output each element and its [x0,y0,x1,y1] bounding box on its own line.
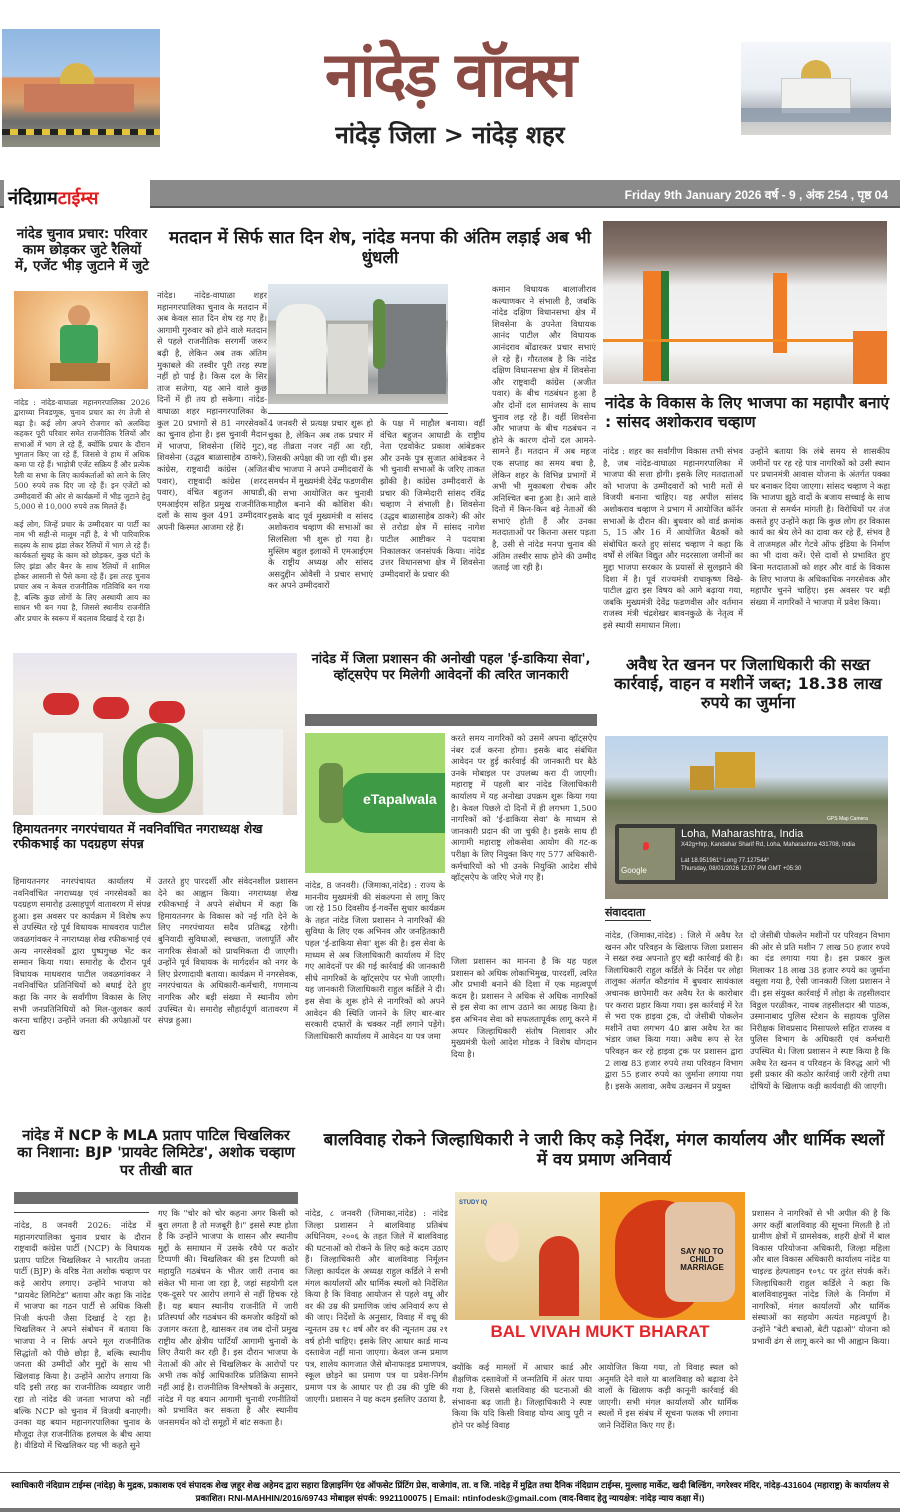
logo-part1: नंदिग्राम [8,188,58,209]
felicitation-ceremony-photo [13,653,297,815]
logo-part2: टाईम्स [57,188,99,209]
bjp-col-1: नांदेड : शहर का सर्वांगीण विकास तभी संभव है, जब नांदेड-वाघाळा महानगरपालिका में भाजपा की सत्ता होगी। इसके लिए मतदाताओं को भाजपा के उम्मीदवारों को भारी मतों से विजयी बनाना चाहिए। यह अपील सांसद अशोकराव चव्हाण ने प्रभाग में आयोजित कॉर्नर सभाओं के दौरान की। बुधवार को वार्ड क्रमांक 5, 15 और 16 में आयोजित बैठकों को संबोधित करते हुए सांसद चव्हाण ने कहा कि वर्षों से लंबित विद्युत और मदरसाला जमीनों का मुद्दा भाजपा सरकार के प्रयासों से सुलझाने की दिशा में है। पूर्व राज्यमंत्री राधाकृष्ण विखे-पाटील द्वारा इस विषय को आगे बढ़ाया गया, जबकि मुख्यमंत्री देवेंद्र फडणवीस और वर्तमान राजस्व मंत्री चंद्रशेखर बावनकुळे के नेतृत्व में इसे स्थायी समाधान मिला। [603,446,743,630]
balvivah-headline: बालविवाह रोकने जिल्हाधिकारी ने जारी किए कड़े निर्देश, मंगल कार्यालय और धार्मिक स्थलों में वय प्रमाण अनिवार्य [323,1130,885,1171]
child-marriage-image [455,1192,745,1320]
newspaper-logo[interactable] [4,180,150,216]
edakiya-col-top: करते समय नागरिकों को उसमें अपना व्हॉट्सऐप नंबर दर्ज करना होगा। इसके बाद संबंधित आवेदन पर हुई कार्रवाई की जानकारी घर बैठे उनके मोबाइल पर उपलब्ध करा दी जाएगी। महाराष्ट्र में पहली बार नांदेड जिलाधिकारी कार्यालय में यह अनोखा उपक्रम शुरू किया गया है। केवल पिछले दो दिनों में ही लगभग 1,500 नागरिकों को 'ई-डाकिया सेवा' के माध्यम से जानकारी प्रदान की जा चुकी है। इसके साथ ही आगामी महाराष्ट्र लोकसेवा आयोग की गट-क परीक्षा के लिए नियुक्त किए गए 577 अधिकारी-कर्मचारियों को भी उनके नियुक्ति आदेश सीधे व्हॉट्सऐप के जरिए भेजे गए हैं। [451,733,597,883]
election-col-2: 4 जनवरी से प्रत्यक्ष प्रचार शुरू हो चुका है, लेकिन अब तक प्रचार में वह तीव्रता नजर नहीं आ रही, जिसकी अपेक्षा की जा रही थी। इस बीच भाजपा ने अपने उम्मीदवारों के समर्थन में मुख्यमंत्री देवेंद्र फडणवीस की सभा आयोजित कर चुनावी माहौल बनाने की कोशिश की। इसके बाद पूर्व मुख्यमंत्री व सांसद अशोकराव चव्हाण की सभाओं का सिलसिला भी शुरू हो गया है। मुस्लिम बहुल इलाकों में एमआईएम के राष्ट्रीय अध्यक्ष और सांसद असदुद्दीन ओवैसी ने प्रचार सभाएं कर अपने उम्मीदवारों [268,418,373,591]
election-col-4: कमान विधायक बालाजीराव कल्याणकर ने संभाली है, जबकि नांदेड दक्षिण विधानसभा क्षेत्र में शिवसेना के उपनेता विधायक आनंद पाटील और विधायक आनंदराव बोंढारकर प्रचार सभाएं ले रहे हैं। गौरतलब है कि नांदेड दक्षिण विधानसभा क्षेत्र में शिवसेना और राष्ट्रवादी कांग्रेस (अजीत पवार) के बीच गठबंधन हुआ है और दोनों दल सामंजस्य के साथ चुनाव लड़ रहे हैं। वहीं शिवसेना और भाजपा के बीच गठबंधन न होने के कारण दोनों दल आमने-सामने हैं। मतदान में अब महज एक सप्ताह का समय बचा है, लेकिन शहर के विभिन्न प्रभागों में अभी भी मुकाबला रोचक और अनिश्चित बना हुआ है। आने वाले दिनों में किन-किन बड़े नेताओं की सभाएं होती हैं और उनका मतदाताओं पर कितना असर पड़ता है, उसी से नांदेड मनपा चुनाव की अंतिम तस्वीर साफ होने की उम्मीद जताई जा रही है। [492,284,596,573]
election-col-1: नांदेड। नांदेड-वाघाळा शहर महानगरपालिका चुनाव के मतदान में अब केवल सात दिन शेष रह गए हैं। आगामी गुरुवार को होने वाले मतदान से पहले राजनीतिक सरगर्मी जरूर बढ़ी है, लेकिन अब तक अंतिम मुकाबले की तस्वीर पूरी तरह स्पष्ट नहीं हो पाई है। किस दल के सिर ताज सजेगा, यह आने वाले कुछ दिनों में ही तय हो सकेगा। नांदेड-वाघाळा शहर महानगरपालिका के कुल 20 प्रभागों से 81 नगरसेवकों का चुनाव होना है। इस चुनावी मैदान में भाजपा, शिवसेना (शिंदे गुट), शिवसेना (उद्धव बाळासाहेब ठाकरे), कांग्रेस, राष्ट्रवादी कांग्रेस (अजित पवार), राष्ट्रवादी कांग्रेस (शरद पवार), वंचित बहुजन आघाडी, एमआईएम सहित प्रमुख राजनीतिक दलों के साथ कुल 491 उम्मीदवार अपनी किस्मत आजमा रहे हैं। [157,290,267,532]
etapalwala-image [305,733,445,873]
google-logo: Google [621,866,647,875]
masthead-title: नांदेड़ वॉक्स [324,38,575,111]
ncp-col-2: गए कि "चोर को चोर कहना अगर किसी को बुरा लगता है तो मजबूरी है।" इससे स्पष्ट होता है कि उन्होंने भाजपा के शासन और स्थानीय मुद्दों के समाधान में उसके रवैये पर कठोर टिप्पणी की। चिखलिकर की इस टिप्पणी को महायुति गठबंधन के भीतर जारी तनाव का संकेत भी माना जा रहा है, जहां सहयोगी दल एक-दूसरे पर आरोप लगाने से नहीं हिचक रहे हैं। यह बयान स्थानीय राजनीति में जारी प्रतिस्पर्धा और गठबंधन की कमजोर कड़ियों को उजागर करता है, खासकर तब जब दोनों प्रमुख राष्ट्रीय और क्षेत्रीय पार्टियाँ आगामी चुनावों के लिए तैयारी कर रही हैं। इस दौरान भाजपा के नेताओं की ओर से चिखलिकर के आरोपों पर अभी तक कोई आधिकारिक प्रतिक्रिया सामने नहीं आई है। राजनीतिक विश्लेषकों के अनुसार, नांदेड में यह बयान आगामी चुनावी रणनीतियों को प्रभावित कर सकता है और स्थानीय जनसमर्थन को दो समूहों में बांट सकता है। [158,1208,298,1427]
sand-col-1: नांदेड, (जिमाका,नांदेड) : जिले में अवैध रेत खनन और परिवहन के खिलाफ जिला प्रशासन ने सख्त रुख अपनाते हुए बड़ी कार्रवाई की है। जिलाधिकारी राहुल कर्डिले के निर्देश पर लोहा तालुका अंतर्गत कौडगांव में बुधवार सायंकाल अचानक छापेमारी कर अवैध रेत के कारोबार पर करारा प्रहार किया गया। इस कार्रवाई में रेत से भरा एक हाइवा ट्रक, दो जेसीबी पोकलेन मशीनें तथा लगभग 40 ब्रास अवैध रेत का भंडार जब्त किया गया। अवैध रूप से रेत परिवहन कर रहे हाइवा ट्रक पर प्रशासन द्वारा 2 लाख 83 हजार रुपये तथा परिवहन विभाग द्वारा 55 हजार रुपये का जुर्माना लगाया गया है। इसके अलावा, अवैध उत्खनन में प्रयुक्त [605,930,743,1091]
sand-byline: संवाददाता [605,905,651,921]
study-iq-badge: STUDY IQ [459,1200,488,1206]
election-image-rule [268,413,448,414]
ncp-short-rule [14,1212,149,1213]
edakiya-rule [305,714,597,726]
geo-time: Thursday, 08/01/2026 12:07 PM GMT +05:30 [681,866,802,872]
himayatnagar-col-1: हिमायतनगर नगरपंचायत कार्यालय में नवनिर्वाचित नगराध्यक्ष एवं नगरसेवकों का पदग्रहण समारोह उत्साहपूर्ण वातावरण में संपन्न हुआ। इस अवसर पर कार्यक्रम में विशेष रूप से उपस्थित रहे पूर्व विधायक माधवराव पाटील जवळगांवकर ने नगराध्यक्ष शेख रफीकभाई एवं अन्य नगरसेवकों द्वारा पुष्पगुच्छ भेंट कर सम्मान किया गया। समारोह के दौरान पूर्व विधायक माधवराव पाटील जवळगांवकर ने नवनिर्वाचित प्रतिनिधियों को बधाई देते हुए कहा कि नगर के सर्वांगीण विकास के लिए सभी जनप्रतिनिधियों को मिल-जुलकर कार्य करना चाहिए। उन्होंने जनता की अपेक्षाओं पर खरा [13,876,151,1037]
bjp-headline: नांदेड के विकास के लिए भाजपा का महापौर बनाएं : सांसद अशोकराव चव्हाण [605,394,890,431]
bal-vivah-caption: BAL VIVAH MUKT BHARAT [490,1322,710,1341]
bjp-ribbon-cutting-photo [603,221,887,384]
masthead-subtitle: नांदेड़ जिला > नांदेड़ शहर [335,121,565,149]
sand-col-2: दो जेसीबी पोकलेन मशीनों पर परिवहन विभाग की ओर से प्रति मशीन 7 लाख 50 हजार रुपये का दंड लगाया गया है। इस प्रकार कुल मिलाकर 18 लाख 38 हजार रुपये का जुर्माना वसूला गया है, ऐसी जानकारी जिला प्रशासन ने दी। इस संयुक्त कार्रवाई में लोहा के तहसीलदार विठ्ठल परळीकर, नायब तहसीलदार श्री पाठक, उस्मानाबाद पुलिस स्टेशन के सहायक पुलिस निरीक्षक शिवप्रसाद मिसापल्ले सहित राजस्व व पुलिस विभाग के अधिकारी एवं कर्मचारी उपस्थित थे। जिला प्रशासन ने स्पष्ट किया है कि अवैध रेत खनन व परिवहन के विरुद्ध आगे भी इसी प्रकार की कठोर कार्रवाई जारी रहेगी तथा दोषियों के खिलाफ कड़ी कार्यवाही की जाएगी। [750,930,890,1091]
municipal-building-photo [268,284,448,404]
ncp-rule [14,1192,298,1204]
etapalwala-label: eTapalwala [363,791,437,807]
sand-headline: अवैध रेत खनन पर जिलाधिकारी की सख्त कार्रवाई, वाहन व मशीनें जब्त; 18.38 लाख रुपये का जुर्माना [614,655,882,713]
ncp-headline: नांदेड में NCP के MLA प्रताप पाटिल चिखलिकर का निशाना: BJP 'प्रायवेट लिमिटेड', अशोक चव्हाण पर तीखी बात [17,1128,295,1179]
balvivah-col-1: नांदेड, ८ जनवरी (जिमाका,नांदेड) : नांदेड जिल्हा प्रशासन ने बालविवाह प्रतिबंध अधिनियम, २००६ के तहत जिले में बालविवाह की घटनाओं को रोकने के लिए कड़े कदम उठाए हैं। जिल्हाधिकारी और बालविवाह निर्मूलन जिल्हा कार्यदल के अध्यक्ष राहुल कर्डिले ने सभी मंगल कार्यालयों और धार्मिक स्थलों को निर्देशित किया है कि विवाह आयोजन से पहले वधू और वर की उम्र की प्रमाणिक जांच अनिवार्य रूप से की जाए। निर्देशों के अनुसार, विवाह में वधू की न्यूनतम उम्र १८ वर्ष और वर की न्यूनतम उम्र २१ वर्ष होनी चाहिए। इसके लिए आधार कार्ड मान्य दस्तावेज नहीं माना जाएगा। केवल जन्म प्रमाण पत्र, शालेय कागजात जैसे बोनाफाइड प्रमाणपत्र, स्कूल छोड़ने का प्रमाण पत्र या प्रवेश-निर्गम प्रमाण पत्र के आधार पर ही उम्र की पुष्टि की जाएगी। प्रशासन ने यह कदम इसलिए उठाया है, [305,1208,448,1404]
bjp-col-2: उन्होंने बताया कि लंबे समय से शासकीय जमीनों पर रह रहे पात्र नागरिकों को उसी स्थान पर प्रधानमंत्री आवास योजना के अंतर्गत पक्का घर बनाकर दिया जाएगा। सांसद चव्हाण ने कहा कि भाजपा झूठे वादों के बजाय सच्चाई के साथ जनता से समर्थन मांगती है। विरोधियों पर तंज कसते हुए उन्होंने कहा कि कुछ लोग हर विकास कार्य का श्रेय लेने का दावा कर रहे हैं, संभव है वे ताजमहल और गेटवे ऑफ इंडिया के निर्माण का भी दावा करें। ऐसे दावों से प्रभावित हुए बिना मतदाताओं को शहर और वार्ड के विकास के लिए भाजपा के अधिकाधिक नगरसेवक और महापौर चुनने चाहिए। इस अवसर पर बड़ी संख्या में नागरिकों ने भाजपा में प्रवेश किया। [750,446,890,607]
himayatnagar-headline: हिमायतनगर नगरपंचायत में नवनिर्वाचित नगराध्यक्ष शेख रफीकभाई का पदग्रहण संपन्न [13,821,263,851]
balvivah-col-2: क्योंकि कई मामलों में आधार कार्ड और शैक्षणिक दस्तावेजों में जन्मतिथि में अंतर पाया गया है, जिससे बालविवाह की घटनाओं की संभावना बढ़ जाती है। जिल्हाधिकारी ने स्पष्ट किया कि यदि किसी विवाह योग्य आयु पूरी न होने पर कोई विवाह [452,1362,592,1430]
gps-camera-brand: GPS Map Camera [827,816,868,822]
sand-seizure-photo [605,736,888,899]
geo-address: X42g+hrp, Kandahar Sharif Rd, Loha, Maharashtra 431708, India [681,842,855,848]
map-pin-icon [643,842,649,850]
gurudwara-photo [741,42,891,135]
railway-station-photo [2,29,160,147]
geo-coords: Lat 18.951961° Long 77.127544° [681,858,770,864]
geo-place: Loha, Maharashtra, India [681,828,804,840]
imprint-footer: स्वाधिकारी नंदिग्राम टाईम्स (नांदेड़) के मुद्रक, प्रकाशक एवं संपादक शेख ज़हूर शेख अहेमद द्वारा सहारा डिज़ाइनिंग एंड ऑफसेट प्रिंटिंग प्रेस, वाजेगांव, ता. व जि. नांदेड़ में मुद्रित तथा दैनिक नंदिग्राम टाईम्स, मुल्लाह मार्केट, खदी बिल्डिंग, नगरेश्वर मंदिर, नांदेड़-431604 (महाराष्ट्र) के कार्यालय से प्रकाशित। RNI-MAHHIN/2016/69743 मोबाइल संपर्क: 9921100075 | Email: ntinfodesk@gmail.com (वाद-विवाद हेतु न्यायक्षेत्र: नांदेड़ न्याय कक्षा में।) [0,1472,900,1512]
edakiya-col-1: नांदेड, 8 जनवरी। (जिमाका,नांदेड) : राज्य के माननीय मुख्यमंत्री की संकल्पना से लागू किए जा रहे 150 दिवसीय ई-गवर्नेंस सुधार कार्यक्रम के तहत नांदेड जिला प्रशासन ने नागरिकों की सुविधा के लिए एक अभिनव और जनहितकारी पहल 'ई-डाकिया सेवा' शुरू की है। इस सेवा के माध्यम से अब जिलाधिकारी कार्यालय में दिए गए आवेदनों पर की गई कार्रवाई की जानकारी सीधे नागरिकों के व्हॉट्सऐप पर भेजी जाएगी। यह जानकारी जिलाधिकारी राहुल कर्डिले ने दी। इस सेवा के शुरू होने से नागरिकों को अपने आवेदन की स्थिति जानने के लिए बार-बार सरकारी दफ्तरों के चक्कर नहीं लगाने पड़ेंगे। जिलाधिकारी कार्यालय में आवेदन या पत्र जमा [305,880,445,1041]
campaign-headline: नांदेड चुनाव प्रचार: परिवार काम छोड़कर जुटे रैलियों में, एजेंट भीड़ जुटाने में जुटे [15,226,149,275]
dateline: Friday 9th January 2026 वर्ष - 9 , अंक 254 , पृष्ठ 04 [624,188,888,202]
balvivah-col-3: आयोजित किया गया, तो विवाह स्थल को अनुमति देने वाले या बालविवाह को बढ़ावा देने वालों के खिलाफ कड़ी कानूनी कार्रवाई की जाएगी। सभी मंगल कार्यालयों और धार्मिक स्थलों में इस संबंध में सूचना फलक भी लगाना जाने निर्देशित किए गए हैं। [598,1362,738,1430]
say-no-slogan: SAY NO TO CHILD MARRIAGE [680,1247,724,1272]
rally-cartoon-image [14,291,148,389]
campaign-body-2: कई लोग, जिन्हें प्रचार के उम्मीदवार या पार्टी का नाम भी सही-से मालूम नहीं है, वे भी पारिवारिक सदस्य के साथ झंडा लेकर रैलियों में भाग ले रहे हैं। कार्यकर्ता सुबह के काम को छोड़कर, कुछ घंटों के लिए झंडा और बैनर के साथ रैलियों में शामिल होकर आसानी से पैसे कमा रहे हैं। इस तरह चुनाव प्रचार अब न केवल राजनीतिक गतिविधि बन गया है, बल्कि कुछ लोगों के लिए अस्थायी आय का साधन भी बन गया है, जिससे स्थानीय राजनीति और प्रचार के स्वरूप में बदलाव दिखाई दे रहा है। [14,520,150,623]
edakiya-col-2: जिला प्रशासन का मानना है कि यह पहल प्रशासन को अधिक लोकाभिमुख, पारदर्शी, त्वरित और प्रभावी बनाने की दिशा में एक महत्वपूर्ण कदम है। प्रशासन ने अधिक से अधिक नागरिकों से इस सेवा का लाभ उठाने का आग्रह किया है। इस अभिनव सेवा को सफलतापूर्वक लागू करने में अप्पर जिल्हाधिकारी संतोष निलावार और मुख्यमंत्री फेलो आदेश मोडक ने विशेष योगदान दिया है। [451,956,597,1059]
balvivah-col-4: प्रशासन ने नागरिकों से भी अपील की है कि अगर कहीं बालविवाह की सूचना मिलती है तो ग्रामीण क्षेत्रों में ग्रामसेवक, शहरी क्षेत्रों में बाल विकास परियोजना अधिकारी, जिल्हा महिला और बाल विकास अधिकारी कार्यालय नांदेड या चाइल्ड हेल्पलाइन १०९८ पर तुरंत संपर्क करें। जिल्हाधिकारी राहुल कर्डिले ने कहा कि बालविवाहमुक्त नांदेड जिले के निर्माण में नागरिकों, मंगल कार्यालयों और धार्मिक संस्थाओं का सहयोग अत्यंत महत्वपूर्ण है। उन्होंने "बेटी बचाओ, बेटी पढ़ाओ" योजना को प्रभावी ढंग से लागू करने का भी आह्वान किया। [752,1208,890,1346]
himayatnagar-col-2: उतरते हुए पारदर्शी और संवेदनशील प्रशासन देने का आह्वान किया। नगराध्यक्ष शेख रफीकभाई ने अपने संबोधन में कहा कि हिमायतनगर के विकास को नई गति देने के लिए नगरपंचायत सदैव प्रतिबद्ध रहेगी। बुनियादी सुविधाओं, स्वच्छता, जलापूर्ति और नागरिक सेवाओं को प्राथमिकता दी जाएगी। उन्होंने पूर्व विधायक के मार्गदर्शन को नगर के लिए प्रेरणादायी बताया। कार्यक्रम में नगरसेवक, नगरपंचायत के अधिकारी-कर्मचारी, गणमान्य नागरिक और बड़ी संख्या में स्थानीय लोग उपस्थित थे। समारोह सौहार्दपूर्ण वातावरण में संपन्न हुआ। [158,876,298,1026]
election-headline: मतदान में सिर्फ सात दिन शेष, नांदेड मनपा की अंतिम लड़ाई अब भी धुंधली [169,228,591,269]
campaign-body-1: नांदेड : नांदेड-वाघाळा महानगरपालिका 2026 द्वाराच्या निवडणूक, चुनाव प्रचार का रंग तेजी से बढ़ा है। कई लोग अपने रोजगार को अलविदा कहकर पूरी परिवार समेत राजनीतिक रैलियों और सभाओं में भाग ले रहे हैं, क्योंकि प्रचार के दौरान भुगतान किए जा रहे हैं, जिससे वे हाथ में अधिक कमा पा रहे हैं। भाड़ोत्री एजेंट सक्रिय हैं और प्रत्येक रैली या सभा के लिए कार्यकर्ताओं को लाने के लिए 500 रुपये तक दिए जा रहे हैं। इन एजेंटों को उम्मीदवारों की ओर से कार्यक्रमों में भीड़ जुटाने हेतु 5,000 से 10,000 रुपये तक मिलते हैं। [14,398,150,512]
ncp-col-1: नांदेड, 8 जनवरी 2026: नांदेड में महानगरपालिका चुनाव प्रचार के दौरान राष्ट्रवादी कांग्रेस पार्टी (NCP) के विधायक प्रताप पाटिल चिखलिकर ने भारतीय जनता पार्टी (BJP) के वरिष्ठ नेता अशोक चव्हाण पर कड़े आरोप लगाए। उन्होंने भाजपा को "प्रायवेट लिमिटेड" बताया और कहा कि नांदेड में भाजपा का गठन पार्टी से अधिक किसी निजी कंपनी जैसा दिखाई दे रहा है। चिखलिकर ने अपने संबोधन में बताया कि भाजपा ने न सिर्फ अपने मूल राजनीतिक सिद्धांतों को पीछे छोड़ा है, बल्कि स्थानीय जनता की उम्मीदों और मुद्दों के साथ भी खिलवाड़ किया है। उन्होंने आरोप लगाया कि यदि इसी तरह का राजनीतिक व्यवहार जारी रहा तो नांदेड की जनता भाजपा को नहीं बल्कि NCP को चुनाव में विजयी बनाएगी। उनका यह बयान महानगरपालिका चुनाव के मौजूदा तेज़ राजनीतिक हलचल के बीच आया है। वीडियो में चिखलिकर यह भी कहते सुने [14,1220,151,1451]
edakiya-headline: नांदेड में जिला प्रशासन की अनोखी पहल 'ई-डाकिया सेवा', व्हॉट्सऐप पर मिलेगी आवेदनों की त्वरित जानकारी [311,652,591,683]
election-col-3: के पक्ष में माहौल बनाया। वहीं वंचित बहुजन आघाडी के राष्ट्रीय नेता एडवोकेट प्रकाश आंबेडकर और उनके पुत्र सुजात आंबेडकर ने भी चुनावी सभाओं के जरिए ताकत झोंकी है। कांग्रेस उम्मीदवारों के प्रचार की जिम्मेदारी सांसद रविंद्र चव्हाण ने संभाली है। शिवसेना (उद्धव बाळासाहेब ठाकरे) की ओर से तरोडा क्षेत्र में सांसद नागेश पाटील आष्टीकर ने पदयात्रा निकालकर जनसंपर्क किया। नांदेड उत्तर विधानसभा क्षेत्र में शिवसेना उम्मीदवारों के प्रचार की [380,418,485,579]
